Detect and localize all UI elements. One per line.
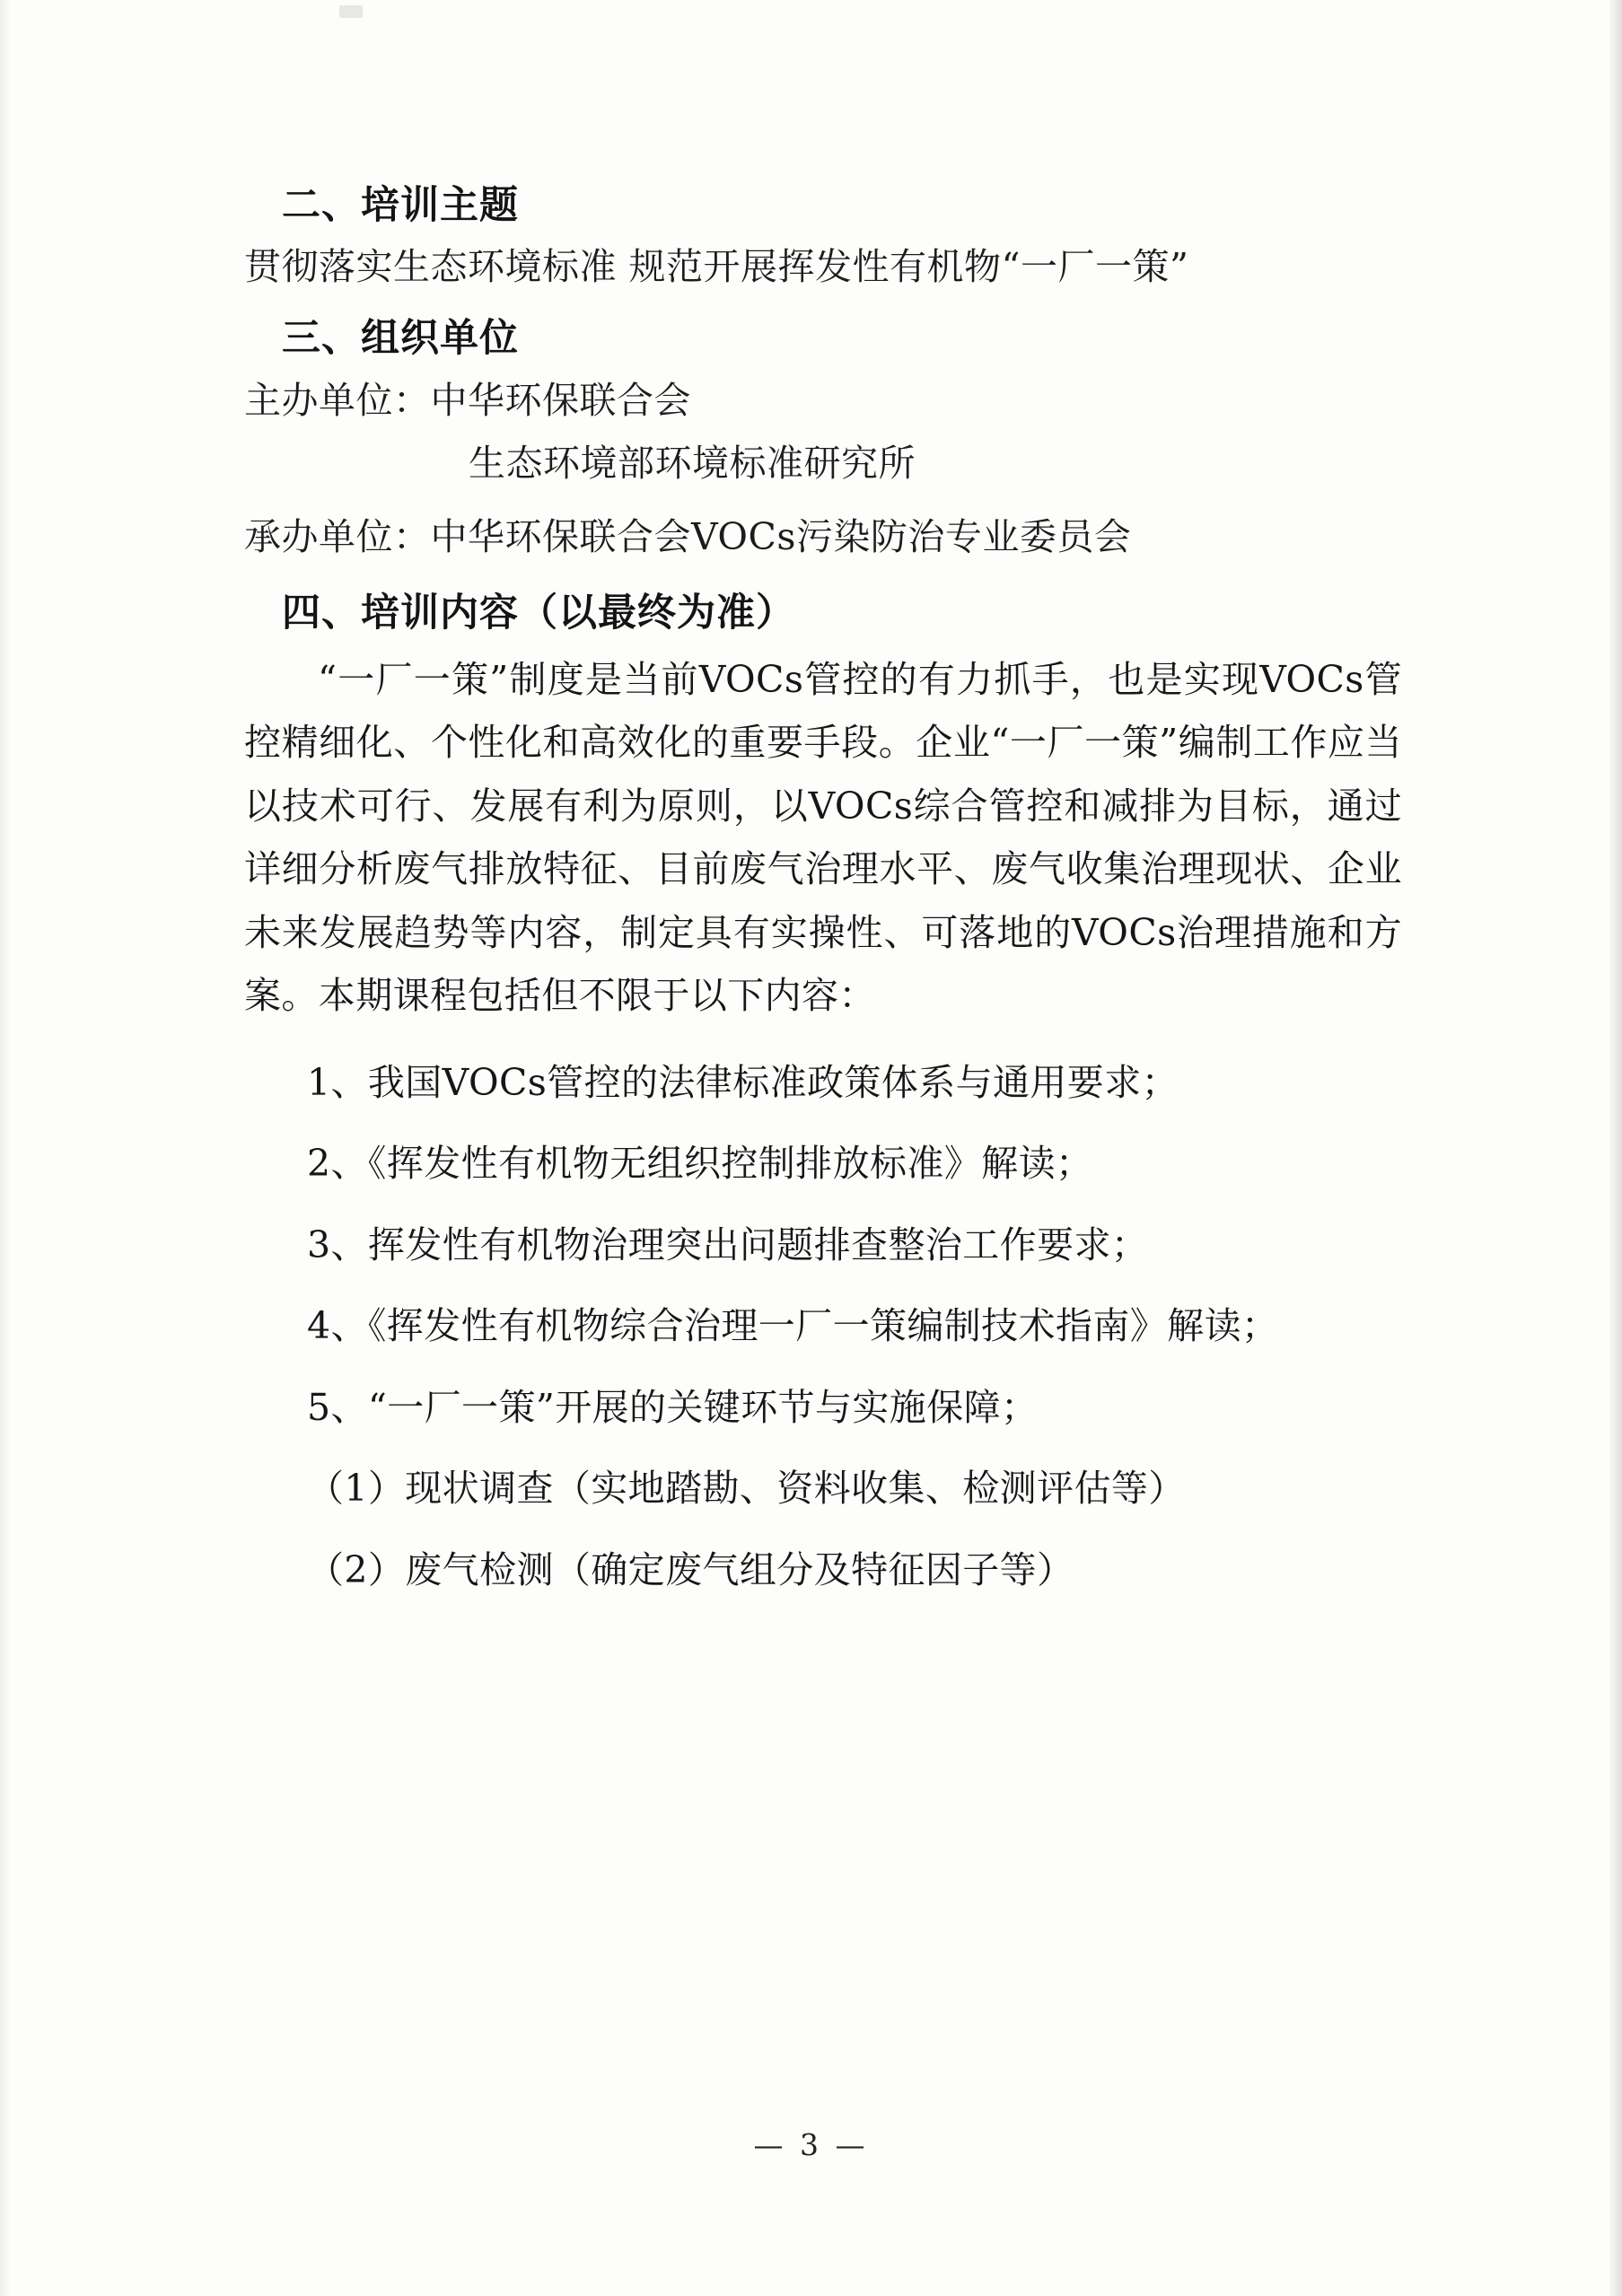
organizer-host-line: 主办单位：中华环保联合会 <box>244 378 691 422</box>
document-body <box>244 180 1402 1601</box>
list-item: 1、我国VOCs管控的法律标准政策体系与通用要求； <box>307 1060 1179 1104</box>
list-item: 2、《挥发性有机物无组织控制排放标准》解读； <box>307 1142 1093 1186</box>
section-4-body: “一厂一策”制度是当前VOCs管控的有力抓手，也是实现VOCs管控精细化、个性化和高效化的重要手段。企业“一厂一策”编制工作应当以技术可行、发展有利为原则，以VOCs综合管控和减排为目标，通过详细分析废气排放特征、目前废气治理水平、废气收集治理现状、企业未来发展趋势等内容，制定具有实操性、可落地的VOCs治理措施和方案。本期课程包括但不限于以下内容： <box>244 657 1402 1018</box>
page-left-edge-shadow <box>0 0 9 2296</box>
list-item: 3、挥发性有机物治理突出问题排查整治工作要求； <box>307 1222 1149 1266</box>
scan-artifact-mark <box>339 5 363 18</box>
list-item: （2）废气检测（确定废气组分及特征因子等） <box>307 1547 1074 1591</box>
list-item: （1）现状调查（实地踏勘、资料收集、检测评估等） <box>307 1467 1186 1511</box>
section-heading-4: 四、培训内容（以最终为准） <box>282 590 795 635</box>
list-item: 5、“一厂一策”开展的关键环节与实施保障； <box>307 1385 1039 1429</box>
section-heading-2: 二、培训主题 <box>282 183 519 228</box>
section-2-paragraph-1: 贯彻落实生态环境标准 规范开展挥发性有机物“一厂一策” <box>244 245 1189 289</box>
page-right-edge-shadow <box>1609 0 1622 2296</box>
organizer-host-line-2: 生态环境部环境标准研究所 <box>469 441 916 485</box>
section-heading-3: 三、组织单位 <box>282 316 519 362</box>
page-number: — 3 — <box>753 2127 869 2162</box>
list-item: 4、《挥发性有机物综合治理一厂一策编制技术指南》解读； <box>307 1304 1279 1348</box>
organizer-undertaker-line: 承办单位：中华环保联合会VOCs污染防治专业委员会 <box>244 515 1132 559</box>
